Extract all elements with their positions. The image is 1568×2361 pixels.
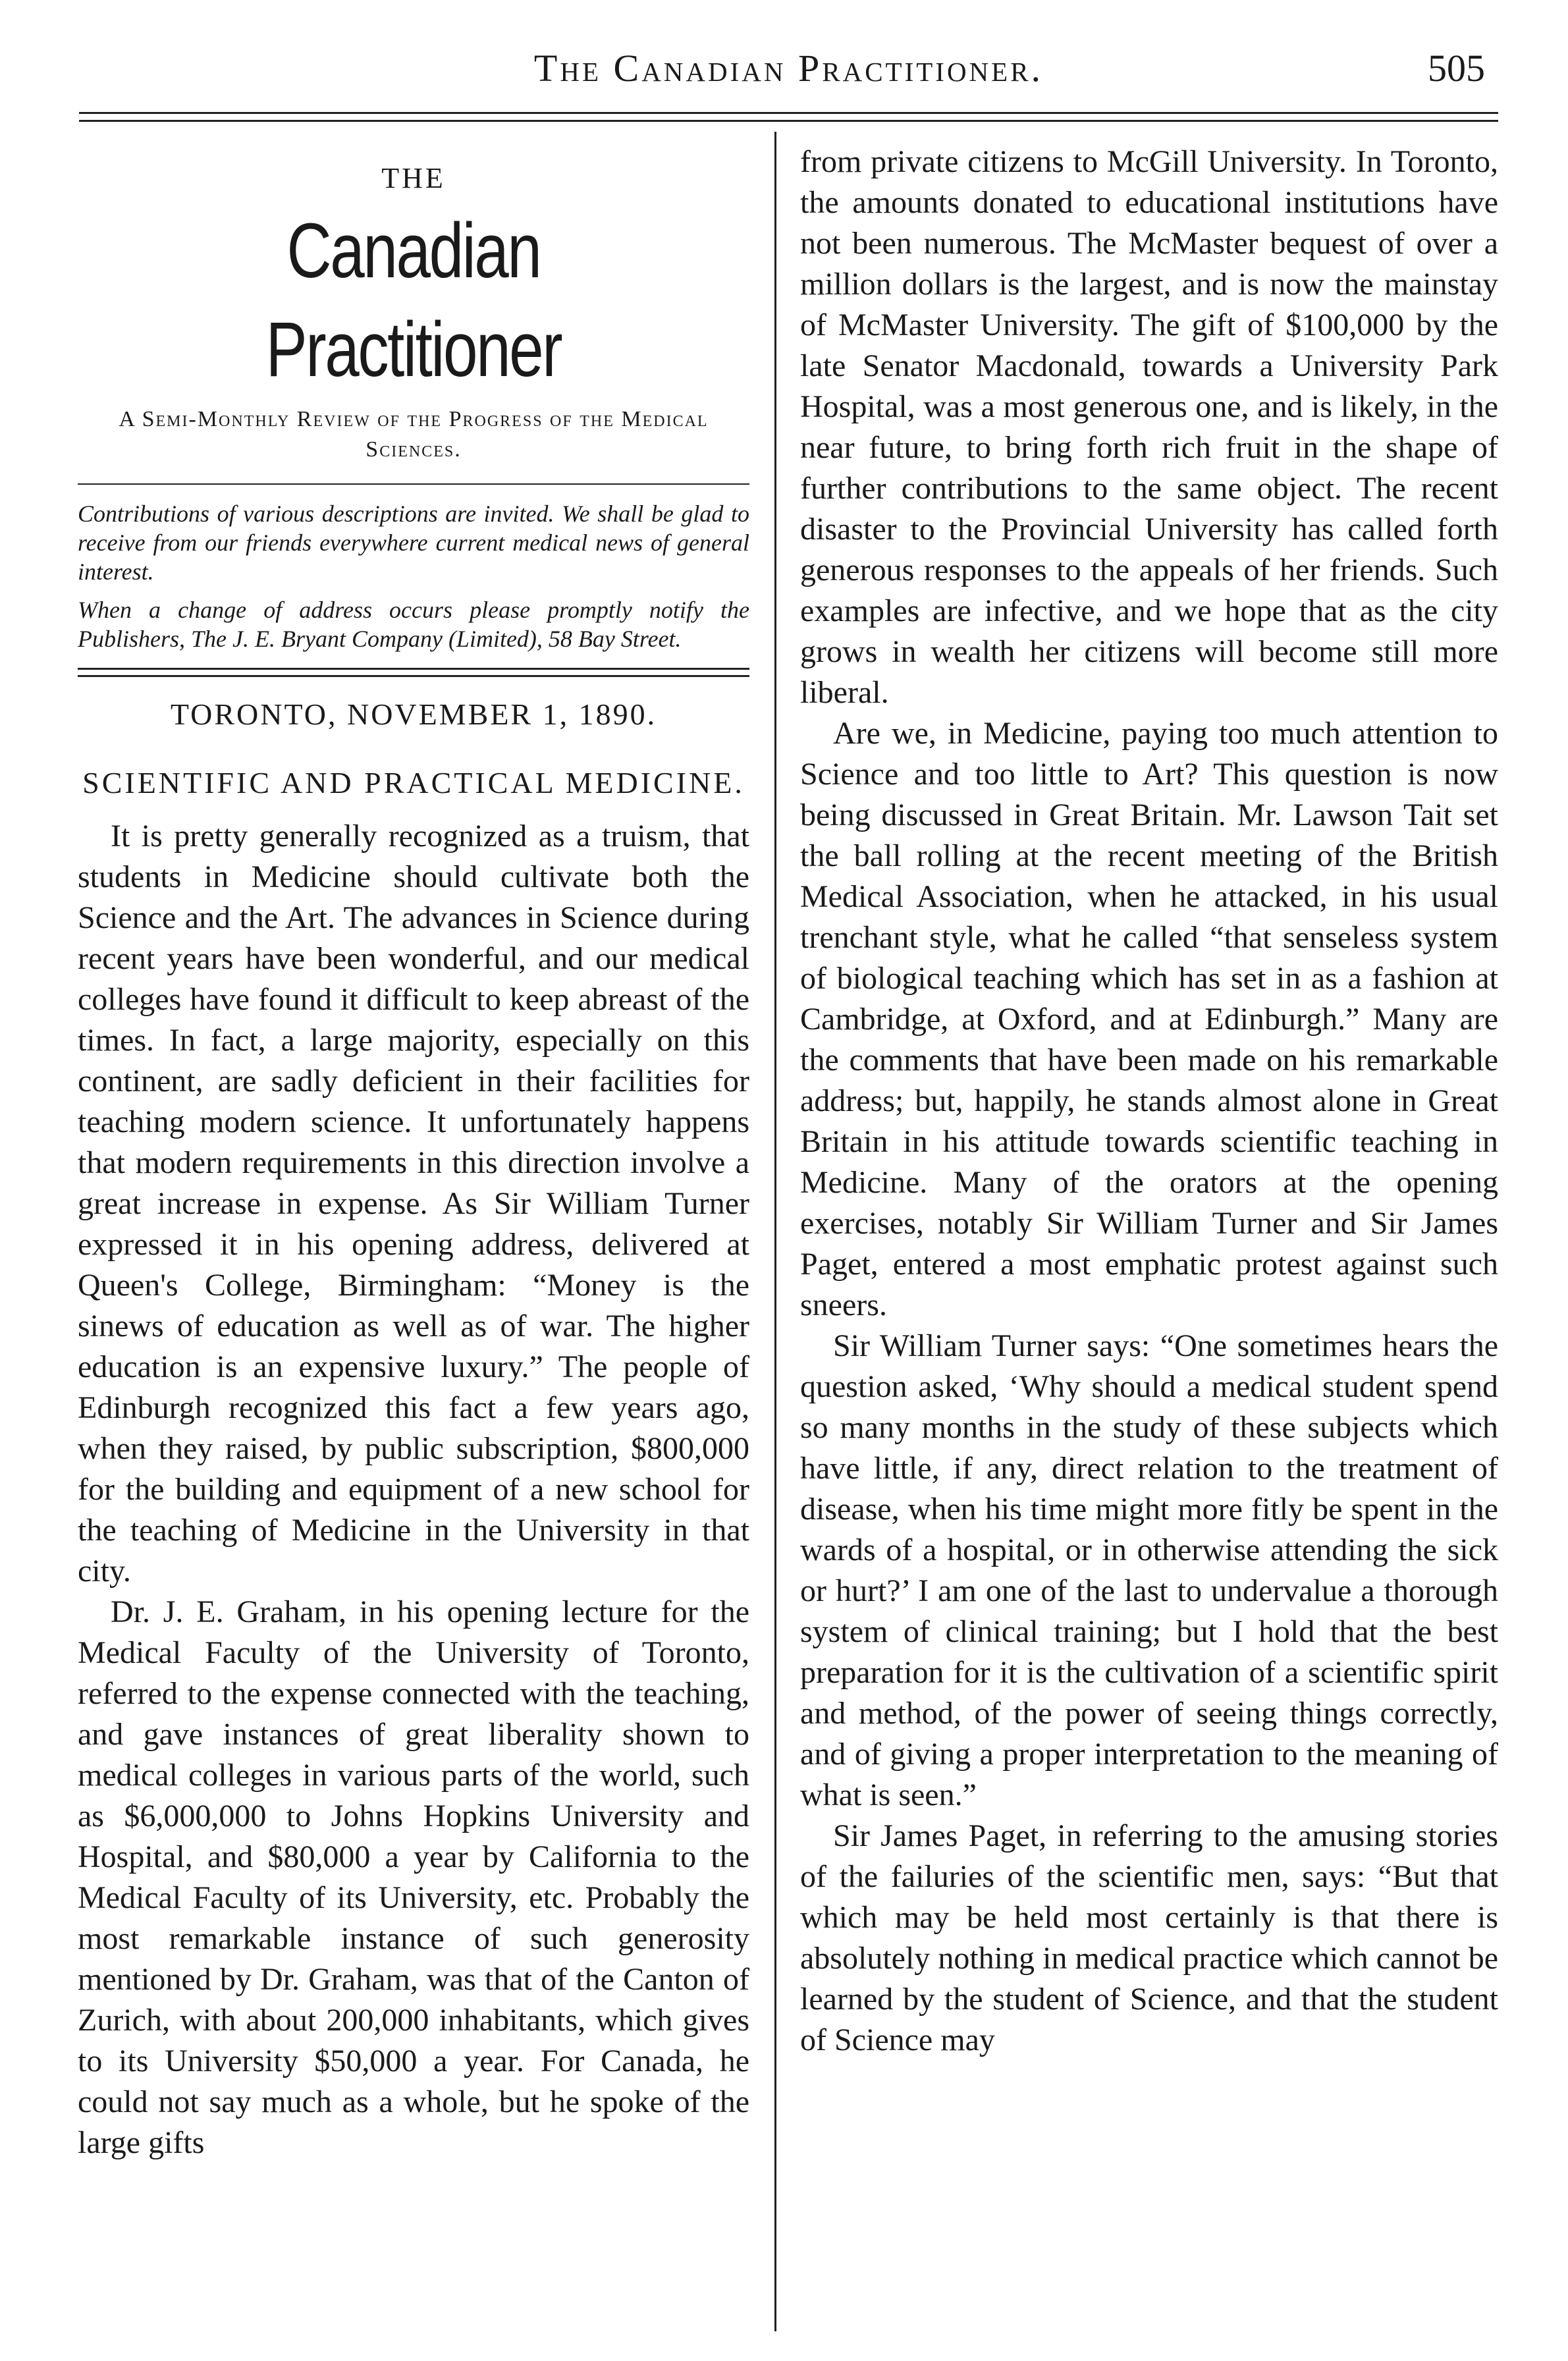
page-number: 505	[1428, 47, 1485, 90]
left-column	[78, 148, 749, 2163]
masthead-subtitle: A Semi-Monthly Review of the Progress of the Medical Sciences.	[119, 407, 709, 462]
header-rule-top	[79, 112, 1498, 114]
paragraph: from private citizens to McGill University. In Toronto, the amounts donated to educational institutions have not been numerous. The McMaster bequest of over a million dollars is the largest, and is now the mainstay of McMaster University. The gift of $100,000 by the late Senator Macdonald, towards a University Park Hospital, was a most generous one, and is likely, in the near future, to bring forth rich fruit in the shape of further contributions to the same object. The recent disaster to the Provincial University has called forth generous responses to the appeals of her friends. Such examples are infective, and we hope that as the city grows in wealth her citizens will become still more liberal.	[800, 144, 1498, 710]
masthead-title: Canadian Practitioner	[265, 207, 562, 393]
masthead-rule	[78, 483, 749, 485]
paragraph: Sir James Paget, in referring to the amusing stories of the failuries of the scientific men, says: “But that which may be held most certainly is that there is absolutely nothing in medical practice which cannot be learned by the student of Science, and that the student of Science may	[800, 1818, 1498, 2057]
paragraph: Dr. J. E. Graham, in his opening lecture for the Medical Faculty of the University of Toronto, referred to the expense connected with the teaching, and gave instances of great liberality shown to medical colleges in various parts of the world, such as $6,000,000 to Johns Hopkins University and Hospital, and $80,000 a year by California to the Medical Faculty of its University, etc. Probably the most remarkable instance of such generosity mentioned by Dr. Graham, was that of the Canton of Zurich, with about 200,000 inhabitants, which gives to its University $50,000 a year. For Canada, he could not say much as a whole, but he spoke of the large gifts	[78, 1594, 749, 2160]
column-divider	[774, 132, 776, 2331]
right-column	[800, 142, 1498, 2061]
running-title: The Canadian Practitioner.	[533, 47, 1044, 90]
paragraph: Are we, in Medicine, paying too much attention to Science and too little to Art? This question is now being discussed in Great Britain. Mr. Lawson Tait set the ball rolling at the recent meeting of the British Medical Association, when he attacked, in his usual trenchant style, what he called “that senseless system of biological teaching which has set in as a fashion at Cambridge, at Oxford, and at Edinburgh.” Many are the comments that have been made on his remarkable address; but, happily, he stands almost alone in Great Britain in his attitude towards scientific teaching in Medicine. Many of the orators at the opening exercises, notably Sir William Turner and Sir James Paget, entered a most emphatic protest against such sneers.	[800, 716, 1498, 1322]
running-head	[79, 46, 1498, 99]
article-title: SCIENTIFIC AND PRACTICAL MEDICINE.	[82, 766, 745, 800]
address-notice: When a change of address occurs please promptly notify the Publishers, The J. E. Bryant Company (Limited), 58 Bay Street.	[78, 597, 749, 652]
dateline-rule	[78, 668, 749, 677]
header-rule-bottom	[79, 120, 1498, 122]
paragraph: Sir William Turner says: “One sometimes hears the question asked, ‘Why should a medical student spend so many months in the study of these subjects which have little, if any, direct relation to the treatment of disease, when his time might more fitly be spent in the wards of a hospital, or in otherwise attending the sick or hurt?’ I am one of the last to undervalue a thorough system of clinical training; but I hold that the best preparation for it is the cultivation of a scientific spirit and method, of the power of seeing things correctly, and of giving a proper interpretation to the meaning of what is seen.”	[800, 1328, 1498, 1812]
masthead-the: THE	[381, 162, 446, 194]
contributions-notice: Contributions of various descriptions are invited. We shall be glad to receive from our friends everywhere current medical news of general interest.	[78, 501, 749, 585]
paragraph: It is pretty generally recognized as a truism, that students in Medicine should cultivate both the Science and the Art. The advances in Science during recent years have been wonderful, and our medical colleges have found it difficult to keep abreast of the times. In fact, a large majority, especially on this continent, are sadly deficient in their facilities for teaching modern science. It unfortunately happens that modern requirements in this direction involve a great increase in expense. As Sir William Turner expressed it in his opening address, delivered at Queen's College, Birmingham: “Money is the sinews of education as well as of war. The higher education is an expensive luxury.” The people of Edinburgh recognized this fact a few years ago, when they raised, by public subscription, $800,000 for the building and equipment of a new school for the teaching of Medicine in the University in that city.	[78, 819, 749, 1588]
dateline: TORONTO, NOVEMBER 1, 1890.	[170, 697, 657, 731]
